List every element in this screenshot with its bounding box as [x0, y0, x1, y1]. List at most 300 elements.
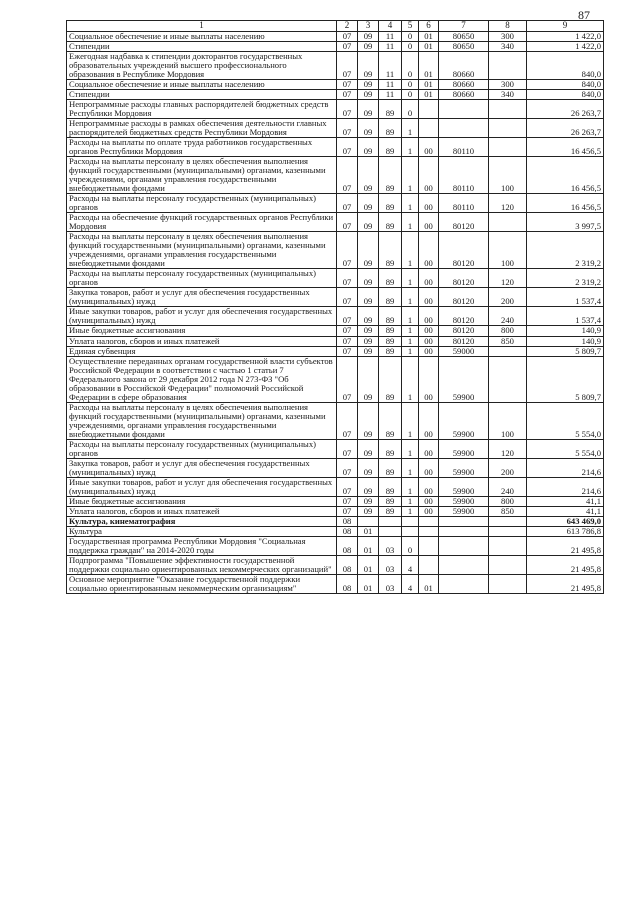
code-cell: 00: [419, 232, 439, 269]
code-cell: 59900: [439, 439, 489, 458]
code-cell: [439, 100, 489, 119]
code-cell: 89: [379, 458, 402, 477]
code-cell: 89: [379, 402, 402, 439]
code-cell: 09: [358, 100, 379, 119]
amount-cell: 140,9: [527, 326, 604, 336]
code-cell: 1: [402, 157, 419, 194]
code-cell: 80110: [439, 138, 489, 157]
table-row: [67, 526, 604, 536]
code-cell: 03: [379, 555, 402, 574]
code-cell: 09: [358, 213, 379, 232]
code-cell: 80120: [439, 288, 489, 307]
amount-cell: 5 554,0: [527, 402, 604, 439]
table-row: [67, 555, 604, 574]
code-cell: 80120: [439, 326, 489, 336]
code-cell: 07: [337, 402, 358, 439]
code-cell: [489, 119, 527, 138]
code-cell: 01: [358, 555, 379, 574]
row-name: Закупка товаров, работ и услуг для обеспечения государственных (муниципальных) нужд: [67, 288, 337, 307]
code-cell: 07: [337, 307, 358, 326]
row-name: Стипендии: [67, 42, 337, 52]
table-row: [67, 194, 604, 213]
amount-cell: 41,1: [527, 506, 604, 516]
code-cell: 07: [337, 477, 358, 496]
code-cell: 07: [337, 194, 358, 213]
code-cell: 0: [402, 80, 419, 90]
row-name: Социальное обеспечение и иные выплаты населению: [67, 32, 337, 42]
row-name: Государственная программа Республики Мордовия "Социальная поддержка граждан" на 2014-2020 годы: [67, 536, 337, 555]
amount-cell: 840,0: [527, 80, 604, 90]
code-cell: 89: [379, 232, 402, 269]
code-cell: [439, 526, 489, 536]
code-cell: [402, 516, 419, 526]
table-row: [67, 80, 604, 90]
code-cell: 80660: [439, 80, 489, 90]
code-cell: 07: [337, 506, 358, 516]
code-cell: [489, 526, 527, 536]
code-cell: [439, 516, 489, 526]
amount-cell: 214,6: [527, 477, 604, 496]
code-cell: 08: [337, 555, 358, 574]
code-cell: 09: [358, 32, 379, 42]
row-name: Иные бюджетные ассигнования: [67, 496, 337, 506]
code-cell: 00: [419, 506, 439, 516]
table-row: [67, 458, 604, 477]
code-cell: 01: [419, 574, 439, 593]
code-cell: 1: [402, 119, 419, 138]
code-cell: 07: [337, 232, 358, 269]
code-cell: 09: [358, 477, 379, 496]
code-cell: [379, 526, 402, 536]
code-cell: 120: [489, 269, 527, 288]
code-cell: 0: [402, 32, 419, 42]
code-cell: 07: [337, 157, 358, 194]
code-cell: 800: [489, 326, 527, 336]
row-name: Иные бюджетные ассигнования: [67, 326, 337, 336]
code-cell: [358, 516, 379, 526]
code-cell: 07: [337, 458, 358, 477]
code-cell: 01: [419, 52, 439, 80]
code-cell: 80650: [439, 32, 489, 42]
table-row: [67, 90, 604, 100]
amount-cell: 5 554,0: [527, 439, 604, 458]
code-cell: 4: [402, 555, 419, 574]
table-row: [67, 402, 604, 439]
code-cell: 0: [402, 42, 419, 52]
code-cell: 100: [489, 157, 527, 194]
code-cell: 00: [419, 346, 439, 356]
code-cell: 01: [419, 32, 439, 42]
row-name: Расходы на выплаты персоналу в целях обеспечения выполнения функций государственными (муниципальными) органами, казенными учреждениями, органами управления государственными внебюджетными фондами: [67, 157, 337, 194]
table-row: [67, 213, 604, 232]
amount-cell: 21 495,8: [527, 574, 604, 593]
amount-cell: 840,0: [527, 90, 604, 100]
amount-cell: 1 422,0: [527, 42, 604, 52]
code-cell: 340: [489, 42, 527, 52]
code-cell: 09: [358, 336, 379, 346]
code-cell: 09: [358, 52, 379, 80]
code-cell: 89: [379, 138, 402, 157]
code-cell: 09: [358, 356, 379, 402]
amount-cell: 1 422,0: [527, 32, 604, 42]
code-cell: 07: [337, 269, 358, 288]
code-cell: 00: [419, 402, 439, 439]
amount-cell: 26 263,7: [527, 100, 604, 119]
code-cell: 80120: [439, 213, 489, 232]
code-cell: 80120: [439, 269, 489, 288]
code-cell: 07: [337, 213, 358, 232]
code-cell: 1: [402, 232, 419, 269]
code-cell: 07: [337, 42, 358, 52]
code-cell: 11: [379, 42, 402, 52]
row-name: Основное мероприятие "Оказание государственной поддержки социально ориентированным некоммерческим организациям": [67, 574, 337, 593]
code-cell: [439, 119, 489, 138]
header-cell: 1: [67, 21, 337, 32]
table-row: [67, 356, 604, 402]
code-cell: 1: [402, 356, 419, 402]
amount-cell: 26 263,7: [527, 119, 604, 138]
code-cell: 09: [358, 288, 379, 307]
code-cell: 00: [419, 157, 439, 194]
amount-cell: 840,0: [527, 52, 604, 80]
code-cell: 07: [337, 439, 358, 458]
table-row: [67, 326, 604, 336]
code-cell: 59900: [439, 477, 489, 496]
code-cell: [419, 100, 439, 119]
table-row: [67, 439, 604, 458]
code-cell: 1: [402, 138, 419, 157]
code-cell: 0: [402, 536, 419, 555]
row-name: Ежегодная надбавка к стипендии докторантов государственных образовательных учреждений высшего профессионального образования в Республике Мордовия: [67, 52, 337, 80]
code-cell: 80660: [439, 90, 489, 100]
code-cell: 09: [358, 90, 379, 100]
code-cell: 1: [402, 439, 419, 458]
amount-cell: 3 997,5: [527, 213, 604, 232]
code-cell: [419, 119, 439, 138]
code-cell: 09: [358, 439, 379, 458]
code-cell: 09: [358, 232, 379, 269]
amount-cell: 613 786,8: [527, 526, 604, 536]
row-name: Стипендии: [67, 90, 337, 100]
code-cell: 80110: [439, 194, 489, 213]
row-name: Расходы на выплаты персоналу государственных (муниципальных) органов: [67, 194, 337, 213]
amount-cell: 643 469,0: [527, 516, 604, 526]
row-name: Уплата налогов, сборов и иных платежей: [67, 506, 337, 516]
header-cell: 6: [419, 21, 439, 32]
code-cell: 01: [358, 574, 379, 593]
table-row: [67, 138, 604, 157]
amount-cell: 2 319,2: [527, 232, 604, 269]
row-name: Расходы на выплаты персоналу государственных (муниципальных) органов: [67, 269, 337, 288]
code-cell: 1: [402, 477, 419, 496]
code-cell: 80120: [439, 307, 489, 326]
code-cell: 89: [379, 336, 402, 346]
code-cell: 100: [489, 402, 527, 439]
code-cell: 08: [337, 516, 358, 526]
table-row: [67, 477, 604, 496]
code-cell: 1: [402, 269, 419, 288]
code-cell: 01: [358, 526, 379, 536]
code-cell: 89: [379, 477, 402, 496]
code-cell: 01: [419, 42, 439, 52]
code-cell: 59900: [439, 402, 489, 439]
code-cell: 89: [379, 346, 402, 356]
code-cell: 80110: [439, 157, 489, 194]
table-row: [67, 232, 604, 269]
code-cell: [489, 213, 527, 232]
row-name: Иные закупки товаров, работ и услуг для обеспечения государственных (муниципальных) нужд: [67, 477, 337, 496]
code-cell: 1: [402, 458, 419, 477]
code-cell: 07: [337, 119, 358, 138]
header-cell: 5: [402, 21, 419, 32]
row-name: Расходы на выплаты персоналу в целях обеспечения выполнения функций государственными (муниципальными) органами, казенными учреждениями, органами управления государственными внебюджетными фондами: [67, 232, 337, 269]
code-cell: 1: [402, 307, 419, 326]
row-name: Осуществление переданных органам государственной власти субъектов Российской Федерации в соответствии с частью 1 статьи 7 Федерального закона от 29 декабря 2012 года N 273-ФЗ "Об образовании в Российской Федерации" полномочий Российской Федерации в сфере образования: [67, 356, 337, 402]
code-cell: 1: [402, 506, 419, 516]
table-row: [67, 157, 604, 194]
table-row: [67, 516, 604, 526]
code-cell: 09: [358, 402, 379, 439]
row-name: Единая субвенция: [67, 346, 337, 356]
header-cell: 9: [527, 21, 604, 32]
code-cell: 09: [358, 80, 379, 90]
code-cell: [489, 346, 527, 356]
code-cell: 89: [379, 269, 402, 288]
header-cell: 2: [337, 21, 358, 32]
code-cell: 0: [402, 52, 419, 80]
code-cell: 89: [379, 326, 402, 336]
code-cell: 00: [419, 288, 439, 307]
code-cell: 09: [358, 138, 379, 157]
code-cell: 340: [489, 90, 527, 100]
code-cell: 07: [337, 100, 358, 119]
code-cell: [489, 516, 527, 526]
code-cell: 09: [358, 326, 379, 336]
code-cell: 59900: [439, 496, 489, 506]
code-cell: [439, 536, 489, 555]
code-cell: 120: [489, 194, 527, 213]
code-cell: 11: [379, 32, 402, 42]
code-cell: 11: [379, 52, 402, 80]
code-cell: 80120: [439, 336, 489, 346]
row-name: Уплата налогов, сборов и иных платежей: [67, 336, 337, 346]
code-cell: [489, 574, 527, 593]
code-cell: 89: [379, 288, 402, 307]
code-cell: 89: [379, 194, 402, 213]
amount-cell: 1 537,4: [527, 307, 604, 326]
code-cell: 07: [337, 90, 358, 100]
code-cell: 09: [358, 269, 379, 288]
amount-cell: 16 456,5: [527, 138, 604, 157]
code-cell: 80650: [439, 42, 489, 52]
code-cell: 300: [489, 80, 527, 90]
code-cell: 09: [358, 194, 379, 213]
code-cell: 0: [402, 100, 419, 119]
row-name: Расходы на выплаты персоналу государственных (муниципальных) органов: [67, 439, 337, 458]
table-row: [67, 42, 604, 52]
code-cell: 01: [419, 80, 439, 90]
code-cell: 89: [379, 157, 402, 194]
code-cell: 07: [337, 138, 358, 157]
code-cell: 00: [419, 356, 439, 402]
code-cell: [419, 526, 439, 536]
code-cell: [402, 526, 419, 536]
code-cell: 89: [379, 356, 402, 402]
code-cell: 1: [402, 288, 419, 307]
code-cell: 240: [489, 307, 527, 326]
row-name: Закупка товаров, работ и услуг для обеспечения государственных (муниципальных) нужд: [67, 458, 337, 477]
amount-cell: 1 537,4: [527, 288, 604, 307]
amount-cell: 5 809,7: [527, 346, 604, 356]
code-cell: 09: [358, 496, 379, 506]
code-cell: 08: [337, 574, 358, 593]
code-cell: 80660: [439, 52, 489, 80]
header-row: [67, 21, 604, 32]
code-cell: 89: [379, 439, 402, 458]
code-cell: 1: [402, 336, 419, 346]
code-cell: 89: [379, 307, 402, 326]
code-cell: 89: [379, 496, 402, 506]
row-name: Непрограммные расходы в рамках обеспечения деятельности главных распорядителей бюджетных средств Республики Мордовия: [67, 119, 337, 138]
code-cell: 240: [489, 477, 527, 496]
table-row: [67, 536, 604, 555]
code-cell: 09: [358, 157, 379, 194]
amount-cell: 140,9: [527, 336, 604, 346]
code-cell: 89: [379, 100, 402, 119]
code-cell: 09: [358, 307, 379, 326]
table-row: [67, 269, 604, 288]
table-row: [67, 307, 604, 326]
code-cell: 59000: [439, 346, 489, 356]
code-cell: 4: [402, 574, 419, 593]
code-cell: [489, 536, 527, 555]
code-cell: 07: [337, 52, 358, 80]
table-row: [67, 52, 604, 80]
code-cell: [489, 100, 527, 119]
table-row: [67, 100, 604, 119]
code-cell: 1: [402, 213, 419, 232]
code-cell: 00: [419, 269, 439, 288]
code-cell: 00: [419, 458, 439, 477]
header-cell: 7: [439, 21, 489, 32]
row-name: Культура: [67, 526, 337, 536]
code-cell: 59900: [439, 506, 489, 516]
row-name: Культура, кинематография: [67, 516, 337, 526]
amount-cell: 21 495,8: [527, 555, 604, 574]
code-cell: 01: [419, 90, 439, 100]
code-cell: 00: [419, 477, 439, 496]
code-cell: 00: [419, 138, 439, 157]
code-cell: 00: [419, 213, 439, 232]
code-cell: 09: [358, 346, 379, 356]
code-cell: [419, 516, 439, 526]
code-cell: [419, 555, 439, 574]
code-cell: 07: [337, 496, 358, 506]
code-cell: 07: [337, 80, 358, 90]
row-name: Расходы на выплаты по оплате труда работников государственных органов Республики Мордовия: [67, 138, 337, 157]
header-cell: 4: [379, 21, 402, 32]
table-row: [67, 346, 604, 356]
amount-cell: 5 809,7: [527, 356, 604, 402]
row-name: Расходы на выплаты персоналу в целях обеспечения выполнения функций государственными (муниципальными) органами, казенными учреждениями, органами управления государственными внебюджетными фондами: [67, 402, 337, 439]
code-cell: 11: [379, 80, 402, 90]
code-cell: 89: [379, 506, 402, 516]
code-cell: 09: [358, 506, 379, 516]
code-cell: 00: [419, 194, 439, 213]
code-cell: 08: [337, 526, 358, 536]
code-cell: 07: [337, 336, 358, 346]
code-cell: [489, 52, 527, 80]
code-cell: [419, 536, 439, 555]
code-cell: 03: [379, 574, 402, 593]
page-number: 87: [578, 8, 590, 22]
code-cell: 03: [379, 536, 402, 555]
amount-cell: 2 319,2: [527, 269, 604, 288]
code-cell: 09: [358, 458, 379, 477]
row-name: Расходы на обеспечение функций государственных органов Республики Мордовия: [67, 213, 337, 232]
code-cell: 07: [337, 346, 358, 356]
code-cell: 200: [489, 458, 527, 477]
code-cell: 0: [402, 90, 419, 100]
code-cell: 850: [489, 506, 527, 516]
amount-cell: 214,6: [527, 458, 604, 477]
table-row: [67, 336, 604, 346]
code-cell: 08: [337, 536, 358, 555]
code-cell: 59900: [439, 356, 489, 402]
table-row: [67, 32, 604, 42]
code-cell: 89: [379, 119, 402, 138]
table-row: [67, 496, 604, 506]
code-cell: 09: [358, 42, 379, 52]
code-cell: 07: [337, 356, 358, 402]
code-cell: 80120: [439, 232, 489, 269]
code-cell: 09: [358, 119, 379, 138]
code-cell: 11: [379, 90, 402, 100]
budget-table: [66, 20, 604, 594]
code-cell: [489, 356, 527, 402]
code-cell: 1: [402, 326, 419, 336]
code-cell: 1: [402, 402, 419, 439]
code-cell: 300: [489, 32, 527, 42]
code-cell: 1: [402, 194, 419, 213]
code-cell: [489, 555, 527, 574]
code-cell: 01: [358, 536, 379, 555]
code-cell: 850: [489, 336, 527, 346]
code-cell: 07: [337, 32, 358, 42]
code-cell: 200: [489, 288, 527, 307]
code-cell: 07: [337, 326, 358, 336]
code-cell: 07: [337, 288, 358, 307]
table-row: [67, 288, 604, 307]
code-cell: 1: [402, 346, 419, 356]
table-row: [67, 506, 604, 516]
code-cell: 00: [419, 439, 439, 458]
row-name: Иные закупки товаров, работ и услуг для обеспечения государственных (муниципальных) нужд: [67, 307, 337, 326]
row-name: Непрограммные расходы главных распорядителей бюджетных средств Республики Мордовия: [67, 100, 337, 119]
code-cell: 00: [419, 326, 439, 336]
amount-cell: 21 495,8: [527, 536, 604, 555]
amount-cell: 16 456,5: [527, 194, 604, 213]
code-cell: 00: [419, 496, 439, 506]
code-cell: 100: [489, 232, 527, 269]
row-name: Подпрограмма "Повышение эффективности государственной поддержки социально ориентированных некоммерческих организаций": [67, 555, 337, 574]
table-row: [67, 119, 604, 138]
header-cell: 3: [358, 21, 379, 32]
code-cell: [379, 516, 402, 526]
code-cell: [439, 574, 489, 593]
code-cell: 59900: [439, 458, 489, 477]
code-cell: 800: [489, 496, 527, 506]
